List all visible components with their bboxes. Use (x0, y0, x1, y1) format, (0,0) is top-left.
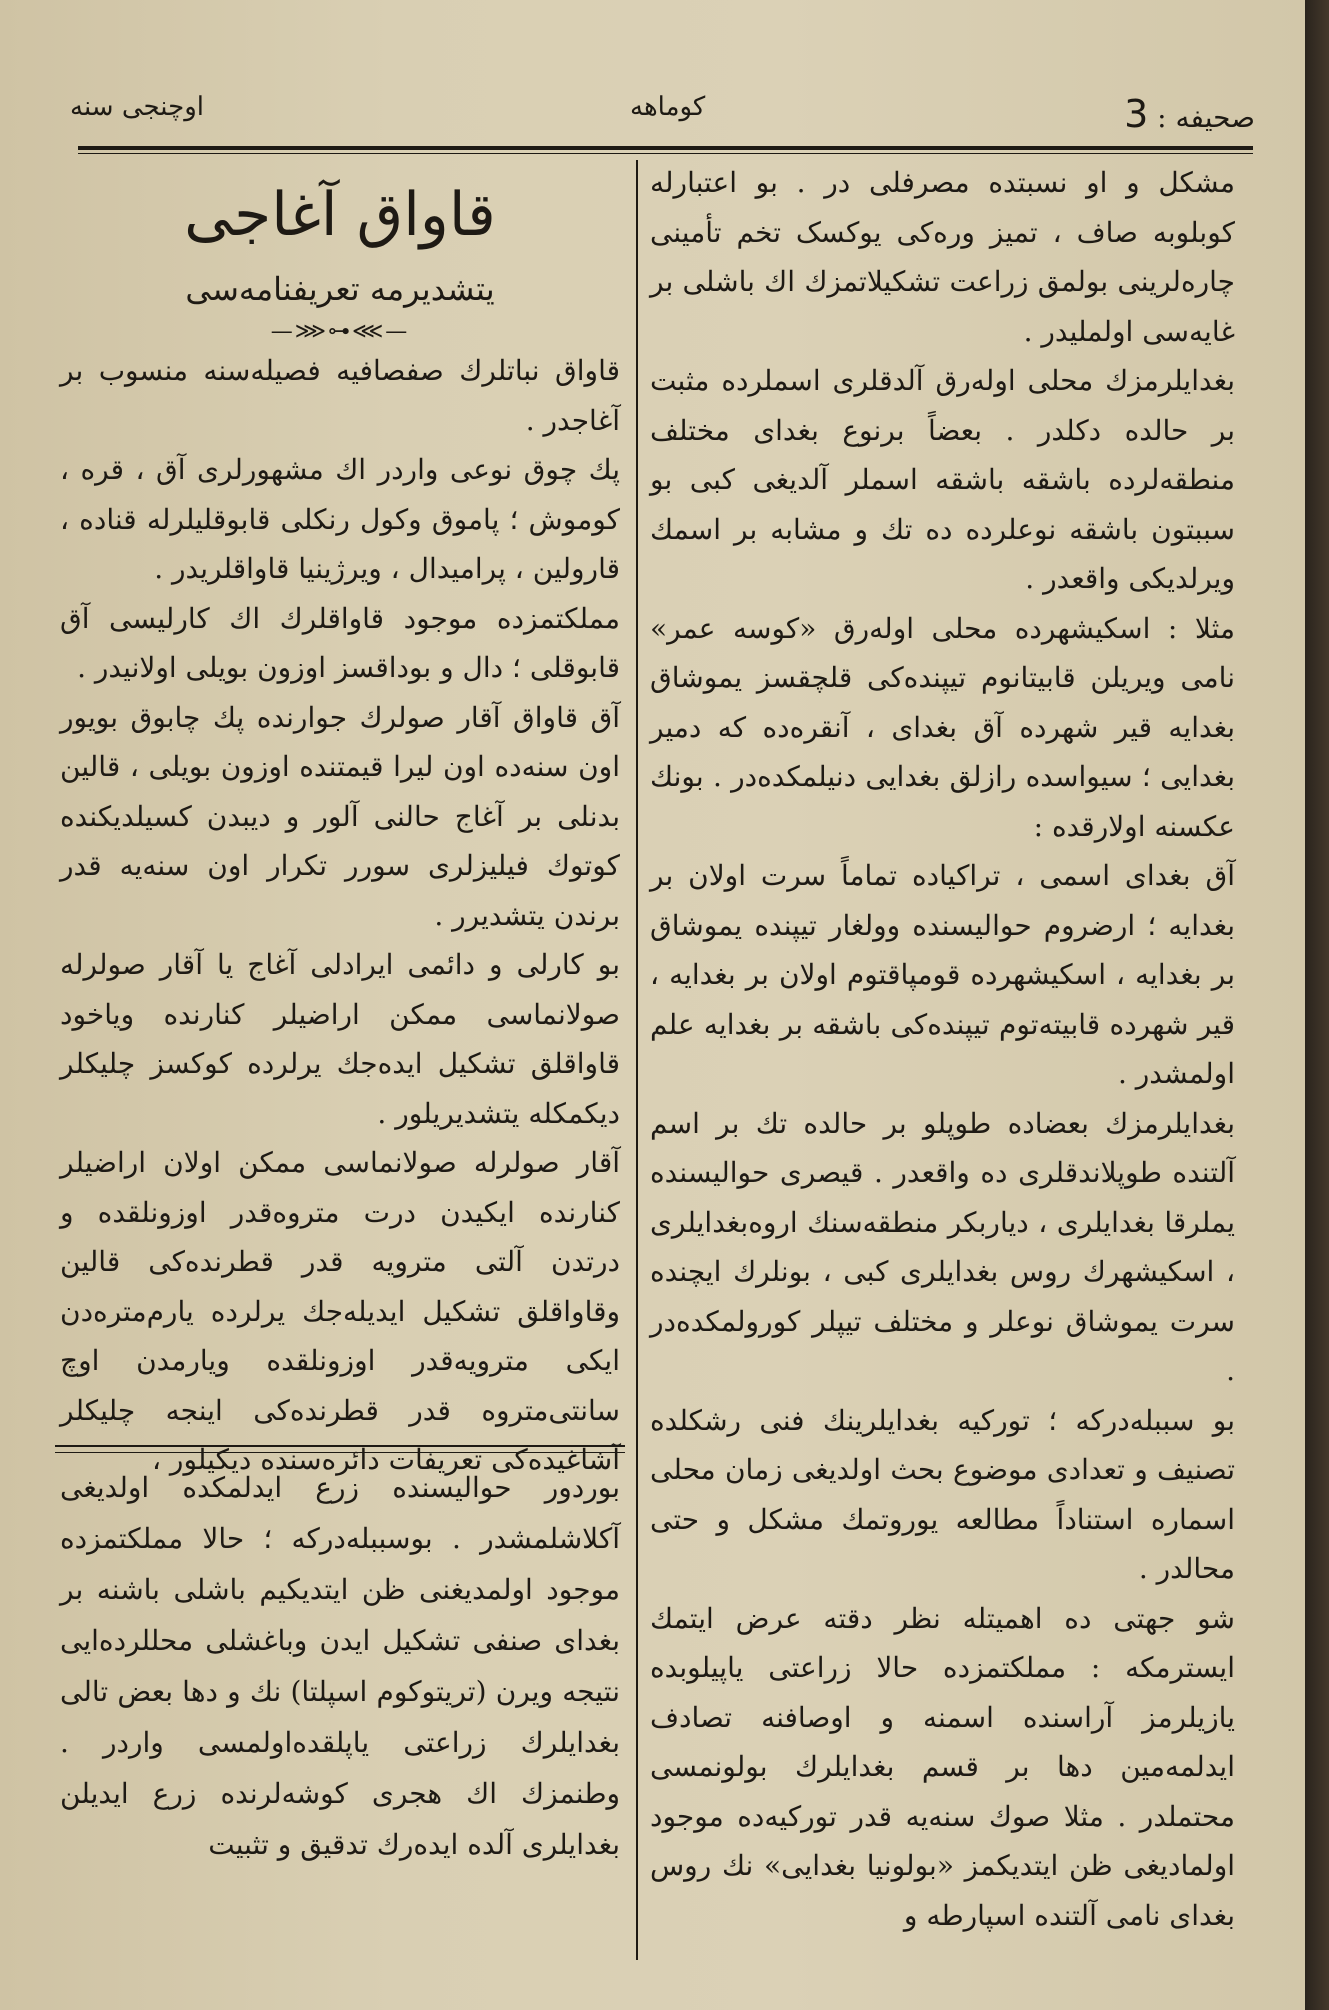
paragraph: شو جهتی ده اهمیتله نظر دقته عرض ایتمك ایسترمکه : مملکتمزده حالا زراعتی یاپیلوبده یازیلرمز آراسنده اسمنه و اوصافنه تصادف ایدلمه‌مین دها بر قسم بغدایلرك بولونمسی محتملدر . مثلا صوك سنه‌یه قدر تورکیه‌ده موجود اولمادیغی ظن ایتدیکمز «بولونیا بغدایی» نك روس بغدای نامی آلتنده اسپارطه و (650, 1601, 1235, 1932)
article-subtitle: یتشدیرمه تعریفنامه‌سی (185, 270, 495, 308)
paragraph: مشکل و او نسبتده مصرفلی در . بو اعتبارله کوبلوبه صاف ، تمیز وره‌کی یوکسک تخم تأمینی چاره‌لرینی بولمق زراعت تشکیلاتمزك اك باشلی بر غایه‌سی اولملیدر . (650, 166, 1235, 348)
page-number: 3 (1124, 92, 1149, 136)
page-label: صحیفه : (1148, 101, 1255, 134)
left-column (60, 160, 620, 1485)
continued-article (60, 1462, 620, 1870)
header-rule-thin (78, 153, 1253, 154)
right-column (650, 158, 1235, 1940)
page-header (70, 92, 1255, 142)
journal-name: کوماهه (630, 92, 706, 122)
paragraph: قاواق نباتلرك صفصافیه فصیله‌سنه منسوب بر آغاجدر . (60, 354, 620, 437)
paragraph: بغدایلرمزك بعضاده طوپلو بر حالده تك بر اسم آلتنده طوپلاندقلری ده واقعدر . قیصری حوالیسنده یملرقا بغدایلری ، دیاربکر منطقه‌سنك اروه‌بغدایلری ، اسکیشهرك روس بغدایلری کبی ، بونلرك ایچنده سرت یموشاق نوعلر و مختلف تیپلر کورولمکده‌در . (650, 1106, 1235, 1387)
paragraph: بو کارلی و دائمی ایرادلی آغاج یا آقار صولرله صولانماسی ممکن اراضیلر کنارنده ویاخود قاواقلق تشکیل ایده‌جك یرلرده کوکسز چلیکلر دیکمکله یتشدیریلور . (60, 948, 620, 1130)
paragraph: بوردور حوالیسنده زرع ایدلمکده اولدیغی آکلاشلمشدر . بوسببله‌درکه ؛ حالا مملکتمزده موجود اولمدیغنی ظن ایتدیکیم باشلی باشنه بر بغدای صنفی تشکیل ایدن وباغشلی محللرده‌ایی نتیجه ویرن (تریتوکوم اسپلتا) نك و دها بعض تالی بغدایلرك زراعتی یاپلقده‌اولمسی واردر . وطنمزك اك هجری کوشه‌لرنده زرع ایدیلن بغدایلری آلده ایده‌رك تدقیق و تثبیت (60, 1471, 620, 1861)
scan-edge (1305, 0, 1329, 2010)
paragraph: بغدایلرمزك محلی اوله‌رق آلدقلری اسملرده مثبت بر حالده دکلدر . بعضاً برنوع بغدای مختلف منطقه‌لرده باشقه باشقه اسملر آلدیغی کبی بو سببتون باشقه نوعلرده ده تك و مشابه بر اسمك ویرلدیکی واقعدر . (650, 364, 1235, 595)
paragraph: مملکتمزده موجود قاواقلرك اك کارلیسی آق قابوقلی ؛ دال و بوداقسز اوزون بویلی اولانیدر . (60, 601, 620, 684)
paragraph: پك چوق نوعی واردر اك مشهورلری آق ، قره ، کوموش ؛ پاموق وکول رنکلی قابوقلیلرله قناده ، قارولین ، پرامیدال ، ویرژینیا قاواقلریدر . (60, 453, 620, 585)
volume-year: اوچنجی سنه (70, 92, 204, 122)
header-rule (78, 146, 1253, 150)
column-divider (636, 160, 638, 1960)
paragraph: بو سببله‌درکه ؛ تورکیه بغدایلرینك فنی رشکلده تصنیف و تعدادی موضوع بحث اولدیغی زمان محلی اسماره استناداً مطالعه یوروتمك مشکل و حتی محالدر . (650, 1403, 1235, 1585)
ornament-divider: —⋙⊷⋘— (270, 319, 410, 344)
page-number-label (1124, 92, 1255, 136)
paragraph: آقار صولرله صولانماسی ممکن اولان اراضیلر کنارنده ایکیدن درت متروه‌قدر اوزونلقده و درتدن آلتی مترویه قدر قطرنده‌کی قالین وقاواقلق تشکیل ایدیله‌جك یرلرده یارم‌متره‌دن ایکی مترویه‌قدر اوزونلقده ویارمدن اوچ سانتی‌متروه قدر قطرنده‌کی اینجه چلیکلر آشاغیده‌کی تعریفات دائره‌سنده دیکیلور ، (60, 1146, 620, 1476)
paragraph: مثلا : اسکیشهرده محلی اوله‌رق «کوسه عمر» نامی ویریلن قابیتانوم تیپنده‌کی قلچقسز یموشاق بغدایه قیر شهرده آق بغدای ، آنقره‌ده که دمیر بغدایی ؛ سیواسده رازلق بغدایی دنیلمکده‌در . بونك عکسنه اولارقده : (650, 611, 1235, 843)
paragraph: آق قاواق آقار صولرك جوارنده پك چابوق بویور اون سنه‌ده اون لیرا قیمتنده اوزون بویلی ، قالین بدنلی بر آغاج حالنی آلور و دیبدن کسیلدیکنده کوتوك فیلیزلری سورر تکرار اون سنه‌یه قدر برندن یتشدیرر . (60, 700, 620, 932)
article-title: قاواق آغاجی (184, 180, 496, 250)
paragraph: آق بغدای اسمی ، تراکیاده تماماً سرت اولان بر بغدایه ؛ ارضروم حوالیسنده وولغار تیپنده یموشاق بر بغدایه ، اسکیشهرده قومپاقتوم اولان بر بغدایه ، قیر شهرده قابیته‌توم تیپنده‌کی باشقه بر بغدایه علم اولمشدر . (650, 859, 1235, 1090)
